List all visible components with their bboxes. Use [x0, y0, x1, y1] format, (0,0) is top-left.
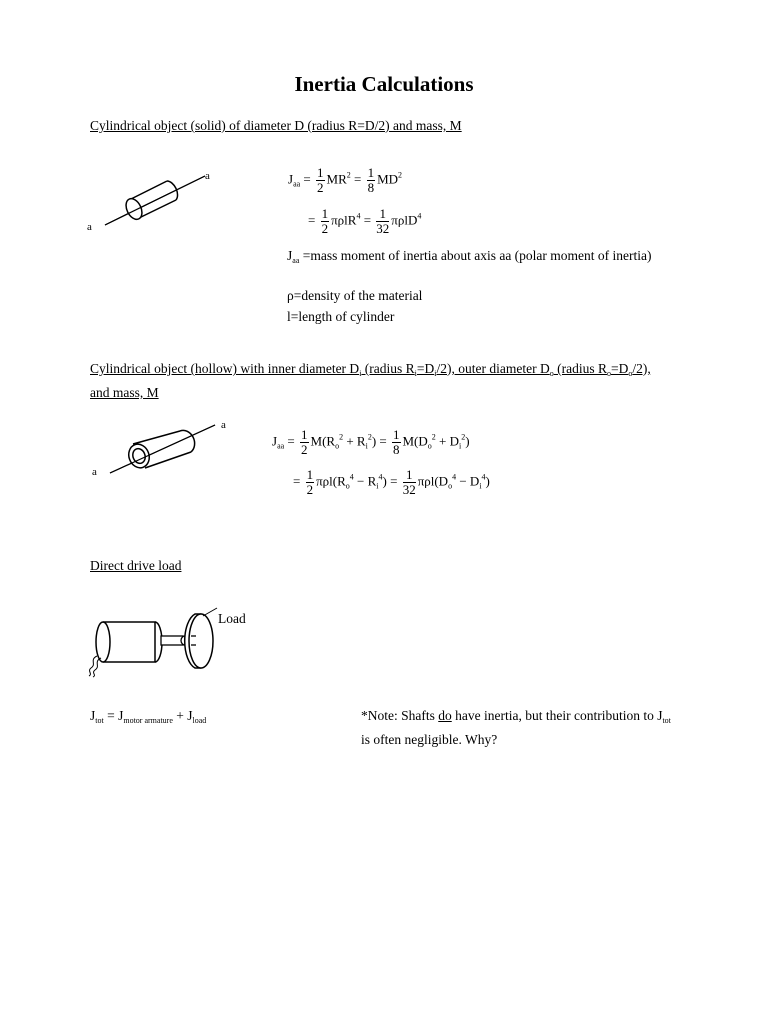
- hollow-formula-line2: = $\frac{1}{2}$ $\pi\rho l(R_o^4 - R_i^4)$ = $\frac{1}{32}$ $\pi\rho l(D_o^4 - D_i^4)$: [293, 467, 490, 497]
- direct-drive-diagram: [85, 606, 225, 676]
- solid-formula-line1: $J_{aa}$ = $\frac{1}{2}$ $MR^2$ = $\frac{1}{8}$ $MD^2$: [288, 165, 403, 195]
- solid-formula-line2: = $\frac{1}{2}$ πρlR$^4$ = $\frac{1}{32}$ πρlD$^4$: [308, 206, 422, 236]
- solid-description-J: $J_{aa}$ =mass moment of inertia about axis aa (polar moment of inertia): [287, 248, 652, 265]
- hollow-axis-label-top: a: [221, 419, 226, 431]
- hollow-axis-label-bottom: a: [92, 466, 97, 478]
- direct-drive-heading: Direct drive load: [90, 558, 182, 573]
- solid-axis-label-top: a: [205, 170, 210, 182]
- shaft-inertia-note: *Note: Shafts do have inertia, but their contribution to $J_{tot}$ is often negligible. Why?: [361, 708, 671, 747]
- load-label: Load: [218, 611, 246, 626]
- solid-description-rho: ρ=density of the material: [287, 288, 423, 303]
- solid-axis-label-bottom: a: [87, 221, 92, 233]
- solid-cylinder-diagram: [95, 170, 215, 240]
- solid-section-heading: Cylindrical object (solid) of diameter D (radius R=D/2) and mass, M: [90, 118, 462, 133]
- hollow-section-heading: Cylindrical object (hollow) with inner diameter $D_i$ (radius $R_i=D_i/2$), outer diameter $D_o$ (radius $R_o=D_o/2$), and mass, M: [90, 361, 651, 400]
- page-title: Inertia Calculations: [294, 72, 474, 96]
- solid-description-length: l=length of cylinder: [287, 309, 395, 324]
- hollow-cylinder-diagram: [95, 422, 220, 482]
- total-inertia-equation: $J_{tot} = J_{motor armature} + J_{load}$: [90, 708, 207, 725]
- hollow-formula-line1: $J_{aa}$ = $\frac{1}{2}$ $M(R_o^2 + R_i^2)$ = $\frac{1}{8}$ $M(D_o^2 + D_i^2)$: [272, 427, 470, 457]
